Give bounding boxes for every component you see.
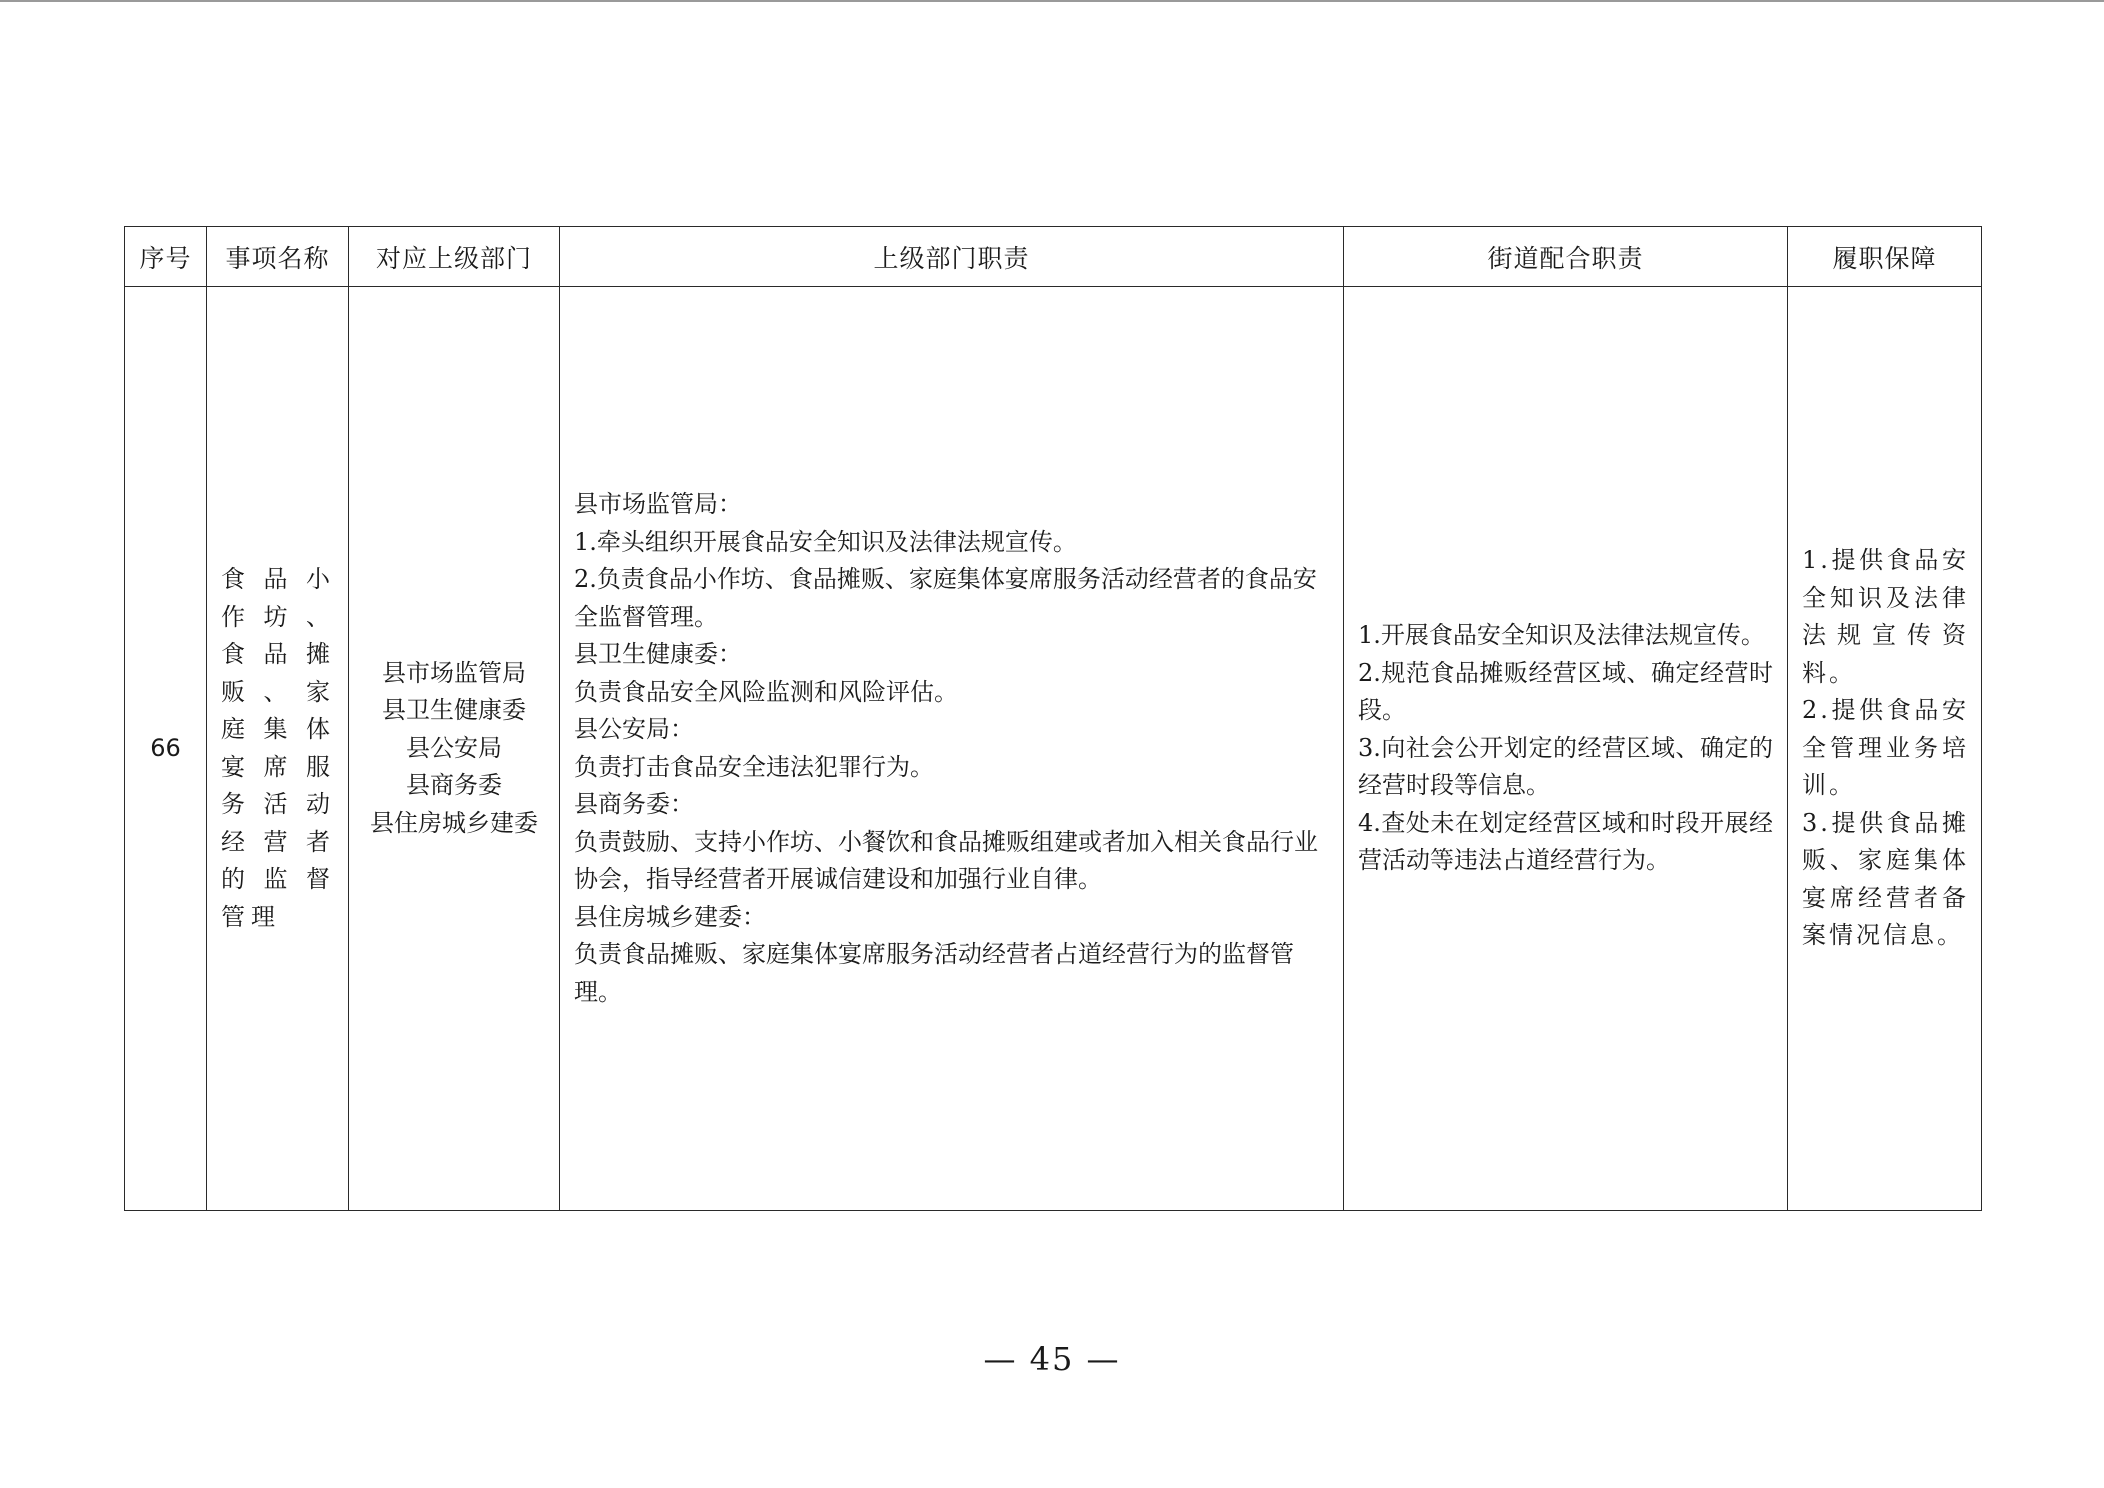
department-name: 县住房城乡建委 xyxy=(370,808,538,837)
department-name: 县商务委 xyxy=(406,771,502,800)
street-duty-item: 1.开展食品安全知识及法律法规宣传。 xyxy=(1358,621,1765,650)
duty-dept-heading: 县卫生健康委： xyxy=(574,640,742,668)
duty-text: 负责打击食品安全违法犯罪行为。 xyxy=(574,752,934,781)
header-item-name: 事项名称 xyxy=(207,227,349,287)
guarantee-item: 2.提供食品安全管理业务培训。 xyxy=(1802,696,1969,800)
page-number: — 45 — xyxy=(983,1340,1121,1378)
duty-text: 2.负责食品小作坊、食品摊贩、家庭集体宴席服务活动经营者的食品安全监督管理。 xyxy=(574,565,1317,631)
duty-text: 1.牵头组织开展食品安全知识及法律法规宣传。 xyxy=(574,527,1077,556)
seq-cell: 66 xyxy=(125,287,207,1211)
duty-dept-heading: 县商务委： xyxy=(574,790,694,818)
duty-text: 负责鼓励、支持小作坊、小餐饮和食品摊贩组建或者加入相关食品行业协会，指导经营者开展诚信建设和加强行业自律。 xyxy=(574,827,1318,893)
duty-text: 负责食品摊贩、家庭集体宴席服务活动经营者占道经营行为的监督管理。 xyxy=(574,940,1294,1006)
guarantee-cell xyxy=(1788,287,1982,1211)
item-name-cell: 食品小作坊、食品摊贩、家庭集体宴席服务活动经营者的监督管理 xyxy=(207,287,349,1211)
department-name: 县市场监管局 xyxy=(382,658,526,687)
upper-duties-cell xyxy=(560,287,1344,1211)
table-row xyxy=(125,287,1982,1211)
responsibility-table xyxy=(124,226,1982,1211)
department-name: 县卫生健康委 xyxy=(382,696,526,725)
department-name: 县公安局 xyxy=(406,733,502,762)
header-upper-duties: 上级部门职责 xyxy=(560,227,1344,287)
header-guarantee: 履职保障 xyxy=(1788,227,1982,287)
header-upper-department: 对应上级部门 xyxy=(349,227,560,287)
street-duty-item: 3.向社会公开划定的经营区域、确定的经营时段等信息。 xyxy=(1358,733,1773,800)
duty-dept-heading: 县市场监管局： xyxy=(574,490,742,518)
street-duties-cell xyxy=(1344,287,1788,1211)
top-border-line xyxy=(0,0,2104,2)
guarantee-item: 1.提供食品安全知识及法律法规宣传资料。 xyxy=(1802,546,1969,687)
duty-text: 负责食品安全风险监测和风险评估。 xyxy=(574,677,958,706)
department-cell xyxy=(349,287,560,1211)
table-header-row xyxy=(125,227,1982,287)
street-duty-item: 2.规范食品摊贩经营区域、确定经营时段。 xyxy=(1358,658,1773,725)
guarantee-item: 3.提供食品摊贩、家庭集体宴席经营者备案情况信息。 xyxy=(1802,808,1969,950)
header-street-duties: 街道配合职责 xyxy=(1344,227,1788,287)
duty-dept-heading: 县住房城乡建委： xyxy=(574,902,766,931)
duty-dept-heading: 县公安局： xyxy=(574,715,694,743)
header-seq: 序号 xyxy=(125,227,207,287)
street-duty-item: 4.查处未在划定经营区域和时段开展经营活动等违法占道经营行为。 xyxy=(1358,808,1773,875)
